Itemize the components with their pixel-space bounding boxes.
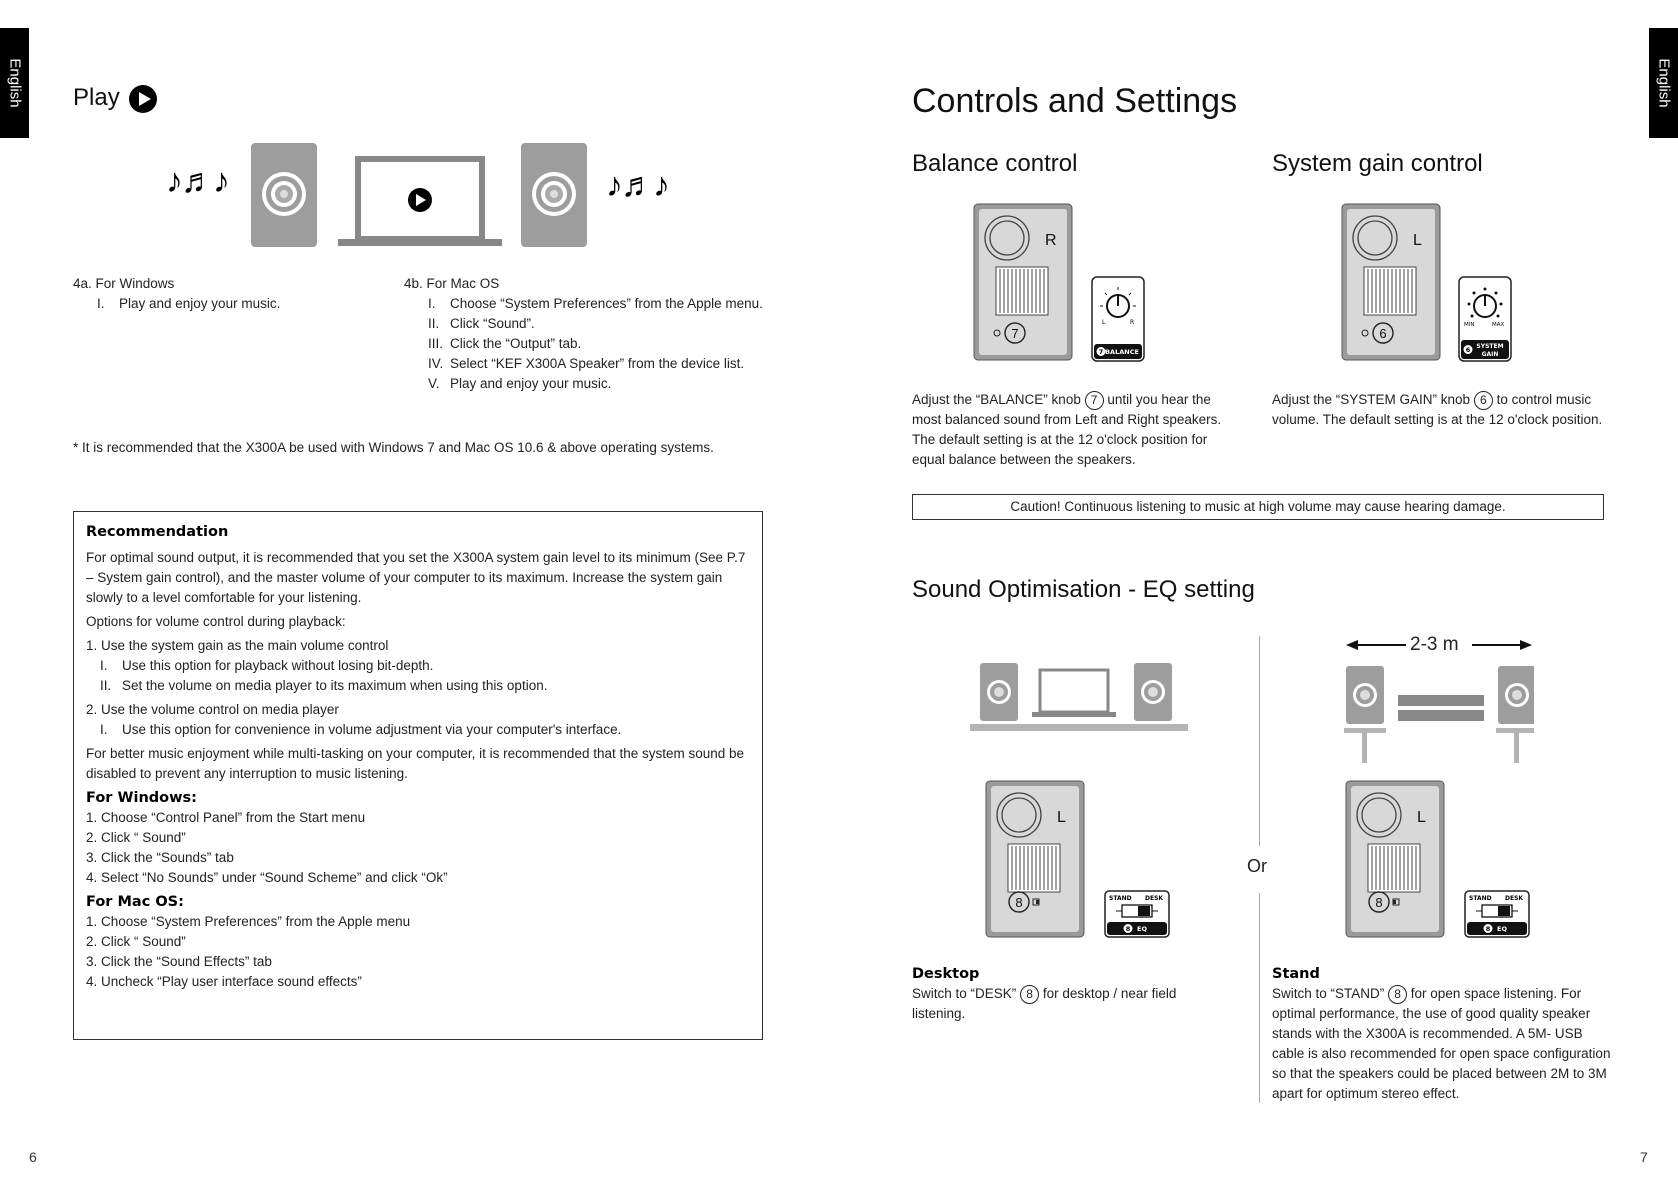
speaker-back-panel-gain <box>1341 203 1441 361</box>
desktop-section <box>912 964 1222 1024</box>
desktop-text-before: Switch to “DESK” <box>912 986 1017 1001</box>
desk-switch-eq-label: EQ <box>1137 925 1147 933</box>
options-label: Options for volume control during playback: <box>86 614 346 629</box>
sub-text: Use this option for convenience in volume adjustment via your computer's interface. <box>122 722 622 737</box>
gain-text-before: Adjust the “SYSTEM GAIN” knob <box>1272 392 1471 407</box>
balance-text-before: Adjust the “BALANCE” knob <box>912 392 1081 407</box>
step-text: Click “Sound”. <box>450 316 535 331</box>
page-number-right: 7 <box>1640 1149 1648 1165</box>
mac-heading: 4b. For Mac OS <box>404 276 500 291</box>
recommendation-box <box>73 511 763 1040</box>
desktop-title: Desktop <box>912 966 980 982</box>
windows-heading: 4a. For Windows <box>73 276 175 291</box>
caution-box: Caution! Continuous listening to music at high volume may cause hearing damage. <box>912 494 1604 520</box>
stand-switch-eq-label: EQ <box>1497 925 1507 933</box>
balance-knob-diagram <box>1091 276 1145 362</box>
mac-step <box>428 334 764 354</box>
stand-number-callout: 8 <box>1375 895 1383 910</box>
desktop-setup-illustration <box>968 660 1188 734</box>
gain-knob-label-2: GAIN <box>1481 351 1499 358</box>
step-text: Play and enjoy your music. <box>450 376 612 391</box>
windows-sound-title: For Windows: <box>86 790 197 806</box>
windows-sound-step: 2. Click “ Sound” <box>86 830 186 845</box>
desktop-text-after: for desktop / near field listening. <box>912 986 1177 1021</box>
stand-title: Stand <box>1272 966 1320 982</box>
desk-switch-stand-label: STAND <box>1109 895 1132 902</box>
sub-text: Use this option for playback without losing bit-depth. <box>122 658 434 673</box>
sub-number: II. <box>100 678 112 693</box>
gain-knob-min: MIN <box>1464 322 1475 328</box>
mac-step <box>428 354 764 374</box>
speaker-back-panel-stand <box>1345 780 1445 940</box>
distance-label: 2-3 m <box>1410 634 1459 655</box>
language-tab-right <box>1649 28 1678 138</box>
or-label: Or <box>1247 856 1267 876</box>
windows-step <box>97 294 373 314</box>
mac-sound-step: 4. Uncheck “Play user interface sound effects” <box>86 974 362 989</box>
gain-description <box>1272 390 1617 430</box>
balance-text-after: until you hear the most balanced sound from Left and Right speakers. The default setting is at the 12 o'clock position for equal balance between the speakers. <box>912 392 1222 467</box>
music-notes-right: ♪♬♪ <box>606 166 668 204</box>
sub-number: I. <box>100 658 108 673</box>
mac-sound-title: For Mac OS: <box>86 894 184 910</box>
mac-sound-step: 2. Click “ Sound” <box>86 934 186 949</box>
stand-speaker-letter: L <box>1417 809 1426 826</box>
step-text: Play and enjoy your music. <box>119 296 281 311</box>
balance-heading: Balance control <box>912 150 1078 177</box>
windows-section <box>73 274 373 314</box>
mac-section <box>404 274 764 394</box>
balance-knob-number: 7 <box>1098 348 1104 356</box>
os-note: * It is recommended that the X300A be used with Windows 7 and Mac OS 10.6 & above operating systems. <box>73 440 714 455</box>
windows-sound-step: 4. Select “No Sounds” under “Sound Scheme” and click “Ok” <box>86 870 448 885</box>
gain-speaker-letter: L <box>1413 232 1422 249</box>
windows-sound-step: 3. Click the “Sounds” tab <box>86 850 234 865</box>
option-2: 2. Use the volume control on media player <box>86 702 339 717</box>
stand-setup-illustration <box>1344 636 1534 766</box>
gain-knob-label-1: SYSTEM <box>1476 343 1504 350</box>
stand-switch-desk-label: DESK <box>1505 895 1524 902</box>
language-tab-right-label: English <box>1655 58 1672 108</box>
music-notes-left: ♪♬♪ <box>166 162 228 200</box>
step-text: Choose “System Preferences” from the Apple menu. <box>450 296 763 311</box>
eq-heading: Sound Optimisation - EQ setting <box>912 576 1255 603</box>
balance-callout-number: 7 <box>1085 391 1104 410</box>
divider-top <box>1259 636 1260 846</box>
windows-sound-step: 1. Choose “Control Panel” from the Start menu <box>86 810 366 825</box>
speaker-back-panel-desk <box>985 780 1085 940</box>
mac-step <box>428 374 764 394</box>
desk-number-callout: 8 <box>1015 895 1023 910</box>
stand-callout-number: 8 <box>1388 985 1407 1004</box>
stand-switch-number: 8 <box>1485 925 1491 933</box>
step-text: Click the “Output” tab. <box>450 336 582 351</box>
desktop-callout-number: 8 <box>1020 985 1039 1004</box>
recommendation-intro: For optimal sound output, it is recommended that you set the X300A system gain level to its minimum (See P.7 – System gain control), and the master volume of your computer to its maximum. Increase the system gain slowly to a level comfortable for your listening. <box>86 550 746 605</box>
mac-sound-step: 1. Choose “System Preferences” from the Apple menu <box>86 914 411 929</box>
stand-text-before: Switch to “STAND” <box>1272 986 1385 1001</box>
mac-step <box>428 294 764 314</box>
recommendation-title: Recommendation <box>86 524 229 540</box>
option-1: 1. Use the system gain as the main volume control <box>86 638 389 653</box>
speaker-right-illustration <box>520 142 588 248</box>
divider-bottom <box>1259 893 1260 1103</box>
step-number: IV. <box>428 356 444 371</box>
gain-knob-max: MAX <box>1492 322 1505 328</box>
step-text: Select “KEF X300A Speaker” from the device list. <box>450 356 745 371</box>
stand-switch-stand-label: STAND <box>1469 895 1492 902</box>
page-number-left: 6 <box>29 1149 37 1165</box>
sub-text: Set the volume on media player to its maximum when using this option. <box>122 678 548 693</box>
balance-number-callout: 7 <box>1011 326 1019 341</box>
step-number: III. <box>428 336 444 351</box>
balance-description <box>912 390 1242 470</box>
stand-text-after: for open space listening. For optimal performance, the use of good quality speaker stands with the X300A is recommended. A 5M- USB cable is also recommended for open space configuration so that the speakers could be placed between 2M to 3M apart for optimum stereo effect. <box>1272 986 1611 1101</box>
speaker-left-illustration <box>250 142 318 248</box>
balance-knob-right-mark: R <box>1130 319 1135 326</box>
balance-knob-left-mark: L <box>1102 319 1106 326</box>
desk-switch-desk-label: DESK <box>1145 895 1164 902</box>
balance-speaker-letter: R <box>1045 232 1057 249</box>
page-title: Controls and Settings <box>912 82 1238 120</box>
mac-step <box>428 314 764 334</box>
gain-knob-number: 6 <box>1465 346 1471 354</box>
gain-heading: System gain control <box>1272 150 1483 177</box>
step-number: II. <box>428 316 440 331</box>
multitask-note: For better music enjoyment while multi-tasking on your computer, it is recommended that the system sound be disabled to prevent any interruption to music listening. <box>86 746 745 781</box>
eq-switch-stand-diagram <box>1464 890 1530 938</box>
gain-knob-diagram <box>1458 276 1512 362</box>
step-number: I. <box>97 296 105 311</box>
step-number: V. <box>428 376 440 391</box>
desk-speaker-letter: L <box>1057 809 1066 826</box>
play-icon <box>128 84 158 114</box>
balance-knob-label: BALANCE <box>1105 348 1139 356</box>
stand-section <box>1272 964 1617 1104</box>
option-2-sub <box>100 720 750 740</box>
desk-switch-number: 8 <box>1125 925 1131 933</box>
option-1-sub <box>100 676 750 696</box>
gain-number-callout: 6 <box>1379 326 1387 341</box>
eq-switch-desk-diagram <box>1104 890 1170 938</box>
gain-callout-number: 6 <box>1474 391 1493 410</box>
step-number: I. <box>428 296 436 311</box>
sub-number: I. <box>100 722 108 737</box>
language-tab-left <box>0 28 29 138</box>
play-title: Play <box>73 84 120 111</box>
language-tab-left-label: English <box>6 58 23 108</box>
speaker-back-panel-balance <box>973 203 1073 361</box>
mac-sound-step: 3. Click the “Sound Effects” tab <box>86 954 272 969</box>
laptop-illustration <box>338 156 502 248</box>
gain-text-after: to control music volume. The default setting is at the 12 o'clock position. <box>1272 392 1603 427</box>
option-1-sub <box>100 656 750 676</box>
